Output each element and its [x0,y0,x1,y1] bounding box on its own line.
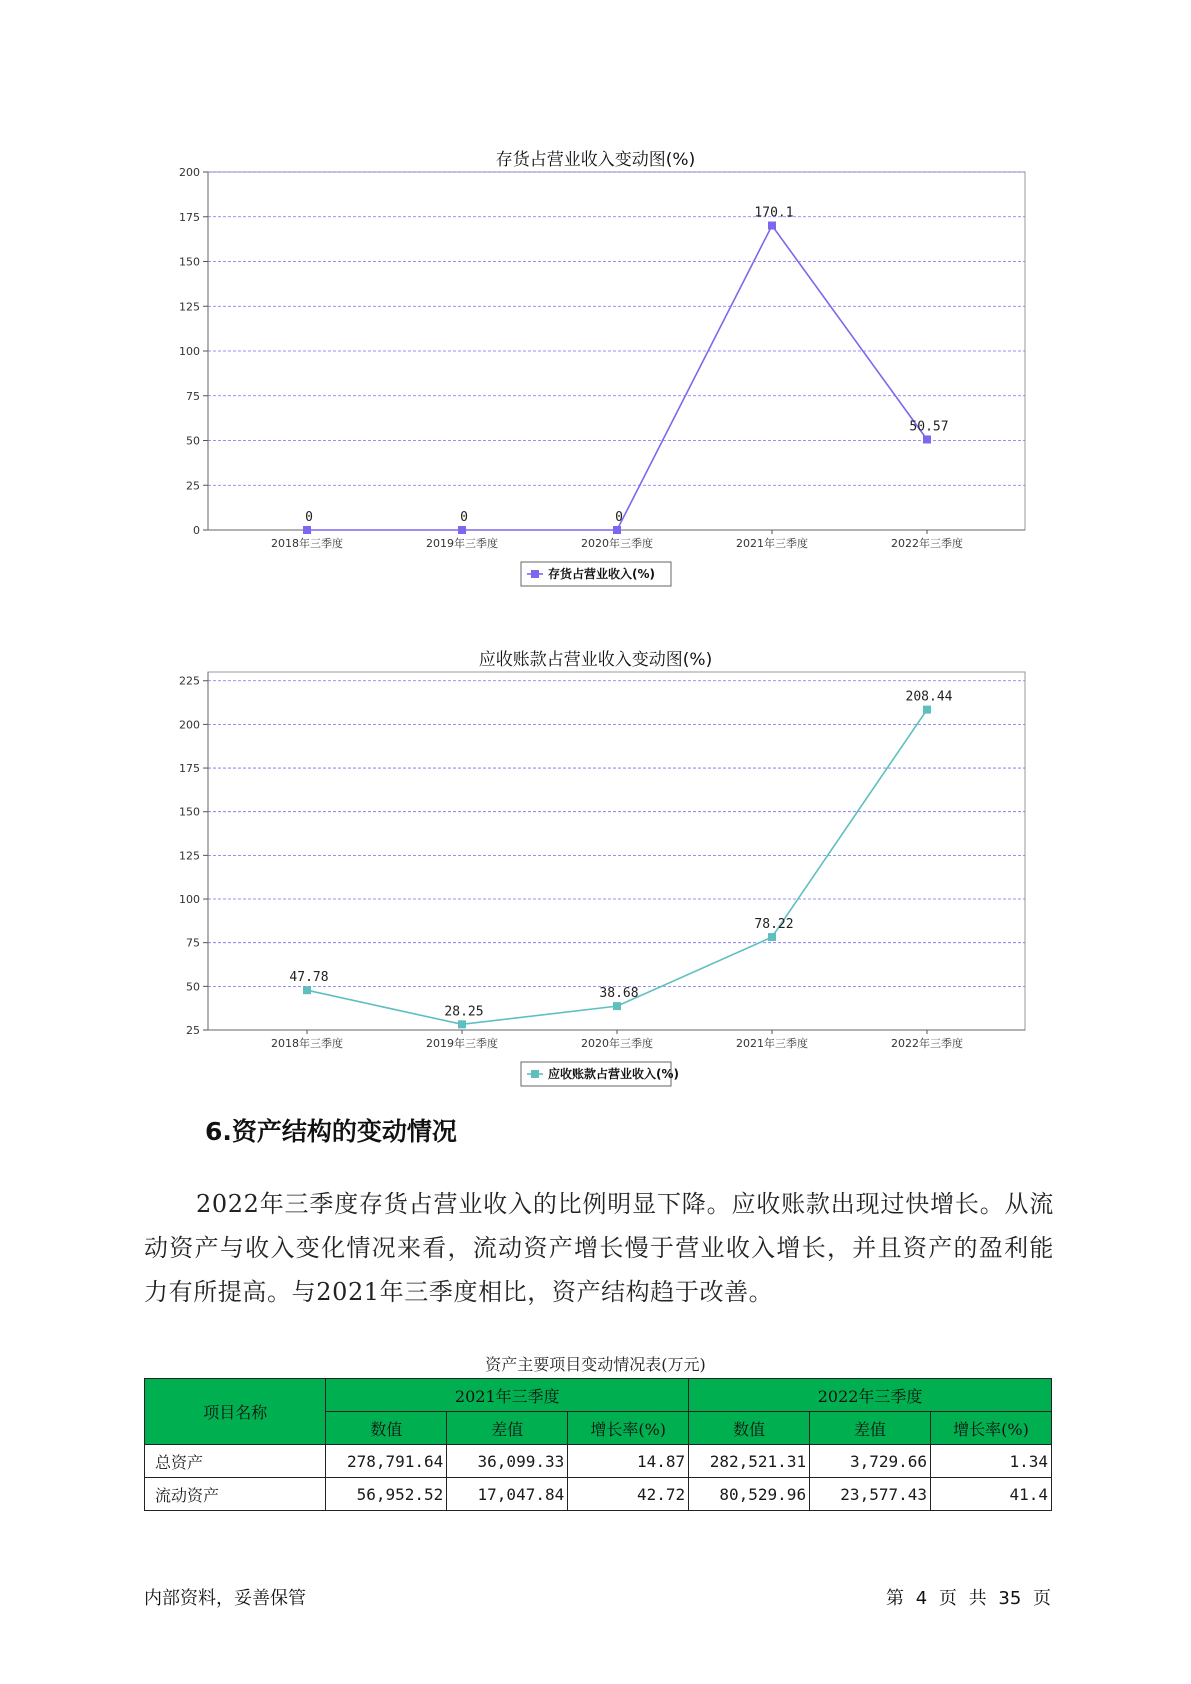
inventory-ratio-chart [0,160,1191,600]
legend-marker [531,1070,539,1078]
period2-header: 2022年三季度 [689,1379,1052,1412]
cell-diff: 17,047.84 [447,1478,568,1511]
p1-diff-header: 差值 [447,1412,568,1445]
item-name-header: 项目名称 [145,1379,326,1445]
cell-value: 80,529.96 [689,1478,810,1511]
data-label: 78.22 [754,917,794,933]
footer-page-number: 第 4 页 共 35 页 [886,1588,1051,1609]
table-row [145,1478,1052,1511]
p1-rate-header: 增长率(%) [568,1412,689,1445]
y-tick-label: 200 [179,166,200,179]
data-label: 0 [460,510,468,525]
section-heading: 6.资产结构的变动情况 [205,1117,457,1146]
data-point [923,706,931,714]
y-tick-label: 75 [186,936,200,950]
data-point [303,526,311,534]
x-tick-label: 2020年三季度 [581,1037,653,1050]
y-tick-label: 150 [179,255,200,269]
y-tick-label: 50 [186,434,200,448]
chart1-title: 存货占营业收入变动图(%) [495,150,696,170]
y-tick-label: 100 [179,893,200,907]
y-tick-label: 175 [179,210,200,224]
data-point [303,986,311,994]
x-tick-label: 2019年三季度 [426,1037,498,1050]
data-point [613,526,621,534]
cell-rate: 1.34 [931,1445,1052,1478]
legend-marker [531,570,539,578]
legend-label: 存货占营业收入(%) [548,567,655,581]
footer-confidential-note: 内部资料，妥善保管 [144,1588,306,1609]
receivables-ratio-chart [0,660,1191,1100]
cell-diff: 3,729.66 [810,1445,931,1478]
x-tick-label: 2018年三季度 [271,1037,343,1050]
data-point [923,435,931,443]
y-tick-label: 125 [179,849,200,863]
data-label: 0 [305,510,313,525]
cell-rate: 14.87 [568,1445,689,1478]
data-label: 170.1 [754,205,794,221]
y-tick-label: 0 [193,524,200,537]
p1-value-header: 数值 [326,1412,447,1445]
row-name: 总资产 [145,1445,326,1478]
y-tick-label: 25 [186,1024,200,1037]
x-tick-label: 2019年三季度 [426,537,498,550]
x-tick-label: 2018年三季度 [271,537,343,550]
p2-value-header: 数值 [689,1412,810,1445]
y-tick-label: 100 [179,345,200,358]
cell-rate: 42.72 [568,1478,689,1511]
row-name: 流动资产 [145,1478,326,1511]
data-point [768,222,776,230]
y-tick-label: 200 [179,718,200,732]
data-label: 0 [615,510,623,525]
plot-area [208,672,1025,1030]
data-point [458,1020,466,1028]
cell-value: 282,521.31 [689,1445,810,1478]
x-tick-label: 2020年三季度 [581,537,653,550]
data-label: 50.57 [909,419,949,435]
x-tick-label: 2022年三季度 [891,537,963,550]
y-tick-label: 125 [179,300,200,314]
y-tick-label: 175 [179,762,200,776]
y-tick-label: 25 [186,479,200,493]
cell-rate: 41.4 [931,1478,1052,1511]
cell-diff: 23,577.43 [810,1478,931,1511]
asset-change-table [144,1378,1052,1511]
data-label: 38.68 [599,986,639,1002]
x-tick-label: 2021年三季度 [736,537,808,550]
y-tick-label: 75 [186,389,200,403]
p2-diff-header: 差值 [810,1412,931,1445]
cell-value: 56,952.52 [326,1478,447,1511]
data-point [613,1002,621,1010]
x-tick-label: 2022年三季度 [891,1037,963,1050]
y-tick-label: 150 [179,805,200,819]
section-paragraph: 2022年三季度存货占营业收入的比例明显下降。应收账款出现过快增长。从流动资产与收入变化情况来看，流动资产增长慢于营业收入增长，并且资产的盈利能力有所提高。与2021年三季度相比，资产结构趋于改善。 [144,1190,1054,1306]
p2-rate-header: 增长率(%) [931,1412,1052,1445]
table-row [145,1445,1052,1478]
x-tick-label: 2021年三季度 [736,1037,808,1050]
table-title: 资产主要项目变动情况表(万元) [485,1355,706,1374]
data-label: 28.25 [444,1004,484,1020]
data-label: 47.78 [289,970,329,986]
cell-diff: 36,099.33 [447,1445,568,1478]
data-point [768,933,776,941]
period1-header: 2021年三季度 [326,1379,689,1412]
cell-value: 278,791.64 [326,1445,447,1478]
y-tick-label: 50 [186,980,200,994]
legend-label: 应收账款占营业收入(%) [548,1067,679,1081]
y-tick-label: 225 [179,674,200,688]
data-label: 208.44 [905,689,953,705]
chart2-title: 应收账款占营业收入变动图(%) [478,650,713,670]
data-point [458,526,466,534]
